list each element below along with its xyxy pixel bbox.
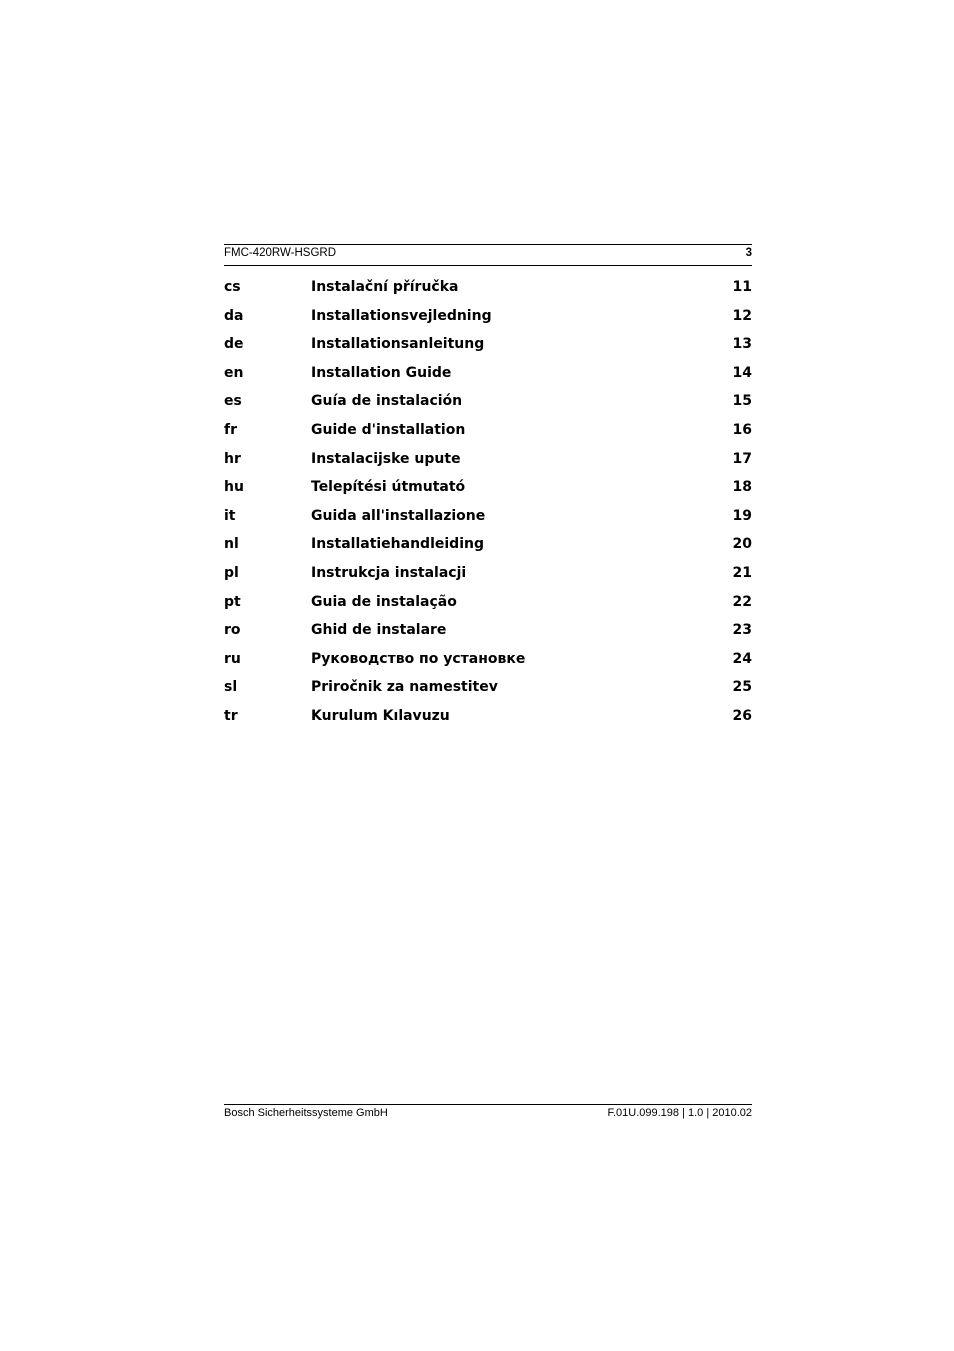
toc-page-number: 19 <box>732 507 752 524</box>
toc-page-number: 11 <box>732 279 752 295</box>
toc-title: Ghid de instalare <box>311 622 447 639</box>
toc-language-code: pl <box>224 564 239 581</box>
toc-language-code: it <box>224 507 236 524</box>
page-header <box>224 244 752 266</box>
toc-page-number: 15 <box>732 393 752 410</box>
document-reference: F.01U.099.198 | 1.0 | 2010.02 <box>607 1107 752 1119</box>
toc-language-code: ru <box>224 650 241 667</box>
toc-page-number: 12 <box>732 307 752 324</box>
toc-row-pl[interactable] <box>224 565 752 594</box>
toc-page-number: 21 <box>732 564 752 581</box>
toc-title: Priročnik za namestitev <box>311 679 498 696</box>
toc-title: Руководство по установке <box>311 650 526 667</box>
toc-row-tr[interactable] <box>224 708 752 737</box>
toc-page-number: 20 <box>732 536 752 553</box>
toc-title: Installation Guide <box>311 364 452 381</box>
toc-page-number: 16 <box>732 421 752 438</box>
toc-page-number: 23 <box>732 622 752 639</box>
toc-title: Guía de instalación <box>311 393 463 410</box>
toc-row-cs[interactable] <box>224 279 752 308</box>
toc-language-code: fr <box>224 421 237 438</box>
toc-page-number: 25 <box>732 679 752 696</box>
toc-title: Installatiehandleiding <box>311 536 484 553</box>
toc-row-es[interactable] <box>224 393 752 422</box>
toc-page-number: 14 <box>732 364 752 381</box>
toc-row-de[interactable] <box>224 336 752 365</box>
toc-row-hr[interactable] <box>224 451 752 480</box>
table-of-contents <box>224 279 752 737</box>
toc-language-code: ro <box>224 622 241 639</box>
document-id: FMC-420RW-HSGRD <box>224 247 337 259</box>
toc-title: Instrukcja instalacji <box>311 564 467 581</box>
page-footer <box>224 1104 752 1124</box>
toc-row-ru[interactable] <box>224 651 752 680</box>
toc-title: Installationsvejledning <box>311 307 492 324</box>
toc-title: Guide d'installation <box>311 421 466 438</box>
toc-page-number: 24 <box>732 650 752 667</box>
toc-language-code: es <box>224 393 242 410</box>
toc-language-code: hr <box>224 450 241 467</box>
toc-row-pt[interactable] <box>224 594 752 623</box>
toc-row-ro[interactable] <box>224 622 752 651</box>
toc-row-fr[interactable] <box>224 422 752 451</box>
company-name: Bosch Sicherheitssysteme GmbH <box>224 1107 388 1119</box>
toc-title: Telepítési útmutató <box>311 479 466 496</box>
toc-language-code: en <box>224 364 244 381</box>
toc-language-code: cs <box>224 279 241 295</box>
toc-language-code: sl <box>224 679 238 696</box>
toc-page-number: 17 <box>732 450 752 467</box>
toc-language-code: nl <box>224 536 239 553</box>
toc-language-code: pt <box>224 593 241 610</box>
toc-language-code: hu <box>224 479 244 496</box>
toc-page-number: 26 <box>732 707 752 724</box>
toc-row-en[interactable] <box>224 365 752 394</box>
toc-page-number: 18 <box>732 479 752 496</box>
toc-title: Instalacijske upute <box>311 450 461 467</box>
toc-page-number: 22 <box>732 593 752 610</box>
toc-title: Instalační příručka <box>311 279 459 295</box>
toc-row-nl[interactable] <box>224 536 752 565</box>
toc-row-hu[interactable] <box>224 479 752 508</box>
page-number: 3 <box>745 247 752 259</box>
toc-row-it[interactable] <box>224 508 752 537</box>
toc-row-sl[interactable] <box>224 679 752 708</box>
toc-language-code: da <box>224 307 244 324</box>
toc-page-number: 13 <box>732 336 752 353</box>
toc-title: Guida all'installazione <box>311 507 486 524</box>
toc-title: Kurulum Kılavuzu <box>311 707 450 724</box>
toc-title: Installationsanleitung <box>311 336 485 353</box>
toc-row-da[interactable] <box>224 308 752 337</box>
toc-language-code: de <box>224 336 244 353</box>
toc-language-code: tr <box>224 707 238 724</box>
toc-title: Guia de instalação <box>311 593 457 610</box>
